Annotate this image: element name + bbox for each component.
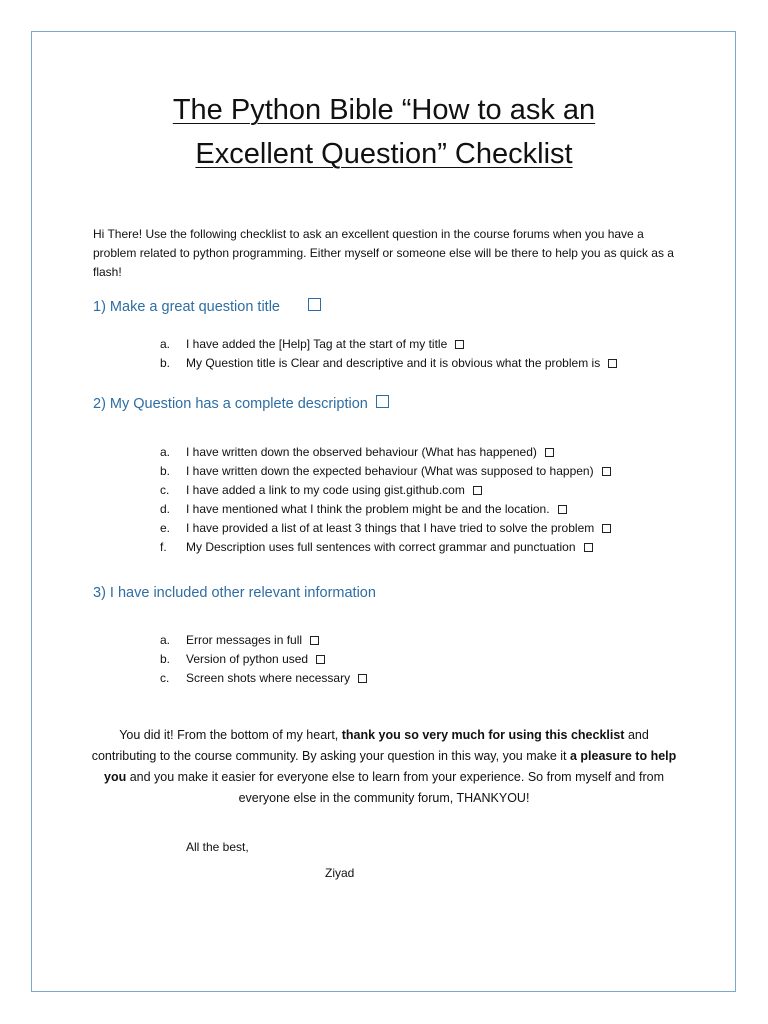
list-item [160,335,617,354]
list-item [160,538,611,557]
item-text: Version of python used [186,652,309,666]
checkbox-icon[interactable] [473,486,482,495]
list-item [160,443,611,462]
section-1-checkbox-icon[interactable] [308,298,321,311]
item-marker: b. [160,652,171,666]
item-text: My Description uses full sentences with correct grammar and punctuation [186,540,576,554]
item-marker: b. [160,356,171,370]
section-2-checkbox-icon[interactable] [376,395,389,408]
checkbox-icon[interactable] [545,448,554,457]
checkbox-icon[interactable] [608,359,617,368]
section-2-list [160,443,611,557]
item-text: I have written down the observed behaviour (What has happened) [186,445,537,459]
item-text: My Question title is Clear and descriptive and it is obvious what the problem is [186,356,601,370]
item-text: I have added a link to my code using gist.github.com [186,483,465,497]
item-marker: f. [160,540,167,554]
checkbox-icon[interactable] [558,505,567,514]
intro-paragraph: Hi There! Use the following checklist to ask an excellent question in the course forums when you have a problem related to python programming. Either myself or someone else will be there to help you as quick as a flash! [93,227,674,279]
closing-bold-2: a pleasure to help you [104,749,677,784]
title-line-2: Excellent Question” Checklist [195,138,573,170]
list-item [160,481,611,500]
item-text: I have provided a list of at least 3 things that I have tried to solve the problem [186,521,595,535]
list-item [160,500,611,519]
item-text: I have mentioned what I think the problem might be and the location. [186,502,550,516]
title-line-1: The Python Bible “How to ask an [172,94,596,126]
checkbox-icon[interactable] [602,467,611,476]
item-marker: b. [160,464,171,478]
list-item [160,462,611,481]
section-1-list [160,335,617,373]
item-marker: a. [160,445,171,459]
item-marker: c. [160,483,170,497]
list-item [160,631,367,650]
item-marker: c. [160,671,170,685]
item-text: I have added the [Help] Tag at the start of my title [186,337,448,351]
signoff: All the best, [186,840,249,854]
item-marker: d. [160,502,171,516]
list-item [160,354,617,373]
closing-text-2: and contributing to the course community. By asking your question in this way, you make it [91,728,649,763]
section-2-heading-text: 2) My Question has a complete description [93,396,368,412]
section-3-heading [93,585,376,601]
checkbox-icon[interactable] [358,674,367,683]
list-item [160,519,611,538]
section-1-heading-text: 1) Make a great question title [93,299,280,315]
item-marker: a. [160,633,171,647]
item-marker: a. [160,337,171,351]
checkbox-icon[interactable] [316,655,325,664]
closing-text-1: You did it! From the bottom of my heart, [119,728,342,742]
checkbox-icon[interactable] [602,524,611,533]
item-text: Error messages in full [186,633,303,647]
list-item [160,669,367,688]
closing-text-3: and you make it easier for everyone else to learn from your experience. So from myself and from everyone else in the community forum, THANKYOU! [126,770,664,805]
closing-bold-1: thank you so very much for using this checklist [341,728,625,742]
item-text: I have written down the expected behaviour (What was supposed to happen) [186,464,594,478]
checkbox-icon[interactable] [455,340,464,349]
section-3-list [160,631,367,688]
signature: Ziyad [325,866,355,880]
section-1-heading [93,298,321,315]
item-text: Screen shots where necessary [186,671,351,685]
list-item [160,650,367,669]
document-title [60,88,708,176]
section-3-heading-text: 3) I have included other relevant information [93,585,376,601]
checkbox-icon[interactable] [584,543,593,552]
section-2-heading [93,395,389,412]
item-marker: e. [160,521,171,535]
closing-paragraph [88,725,680,809]
checkbox-icon[interactable] [310,636,319,645]
